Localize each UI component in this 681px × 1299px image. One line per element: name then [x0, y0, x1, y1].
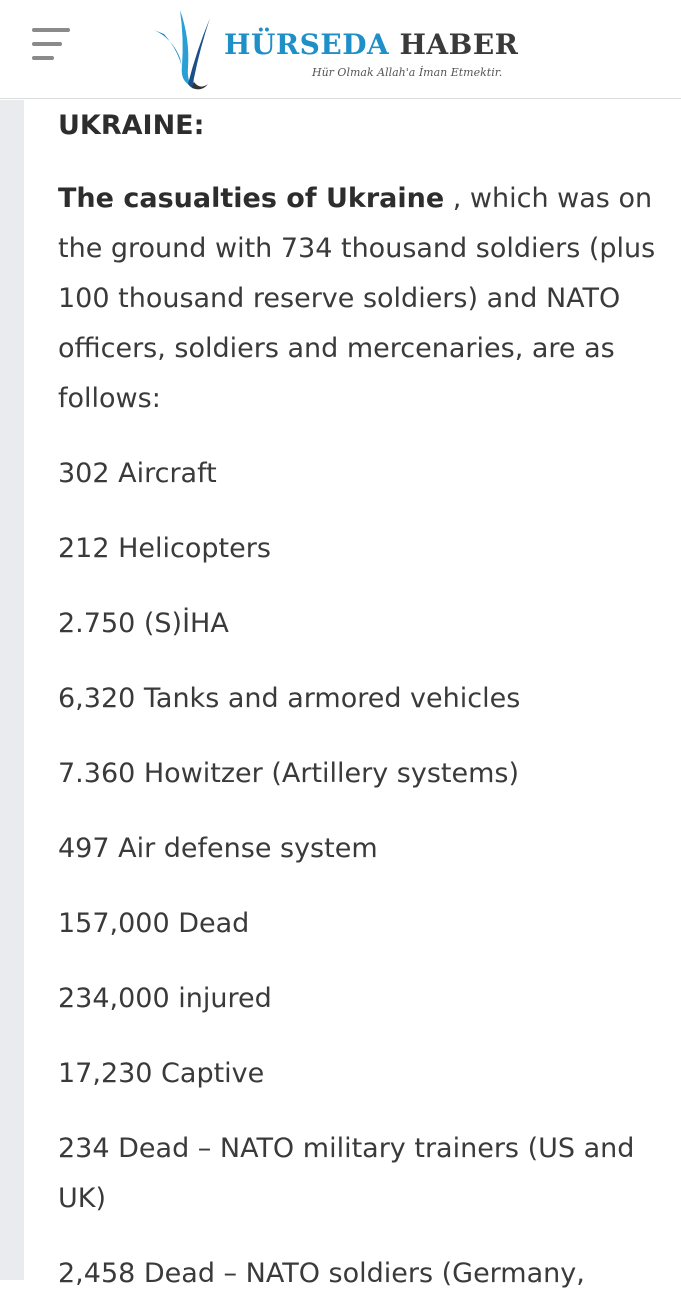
logo-emblem-icon: [150, 8, 222, 90]
article-body: [58, 104, 658, 1299]
stat-item: 212 Helicopters: [58, 533, 271, 564]
logo-wordmark: [224, 28, 518, 62]
stat-item: 17,230 Captive: [58, 1058, 265, 1089]
site-header: [0, 0, 681, 99]
stat-item: 6,320 Tanks and armored vehicles: [58, 683, 521, 714]
stat-item: 234,000 injured: [58, 983, 272, 1014]
intro-bold-text: The casualties of Ukraine: [58, 183, 445, 214]
stat-item: 2.750 (S)İHA: [58, 608, 229, 639]
intro-text: , which was on the ground with 734 thousand soldiers (plus 100 thousand reserve soldiers) and NATO officers, soldiers and mercenaries, are as follows:: [58, 183, 656, 414]
menu-line: [32, 42, 62, 46]
stat-item: 234 Dead – NATO military trainers (US and UK): [58, 1133, 635, 1214]
menu-line: [32, 28, 70, 32]
menu-line: [32, 56, 54, 60]
site-logo[interactable]: [150, 8, 519, 90]
stat-item: 7.360 Howitzer (Artillery systems): [58, 758, 520, 789]
left-side-rail: [0, 100, 24, 1280]
logo-tagline: Hür Olmak Allah'a İman Etmektir.: [312, 66, 503, 79]
stat-item: 157,000 Dead: [58, 908, 250, 939]
stat-item: 2,458 Dead – NATO soldiers (Germany,: [58, 1258, 585, 1289]
stat-item: 497 Air defense system: [58, 833, 378, 864]
hamburger-menu-icon[interactable]: [32, 26, 72, 62]
intro-paragraph: [58, 174, 658, 424]
logo-name-part2: HABER: [399, 28, 519, 61]
stat-item: 302 Aircraft: [58, 458, 217, 489]
section-heading: UKRAINE:: [58, 110, 205, 141]
logo-name-part1: HÜRSEDA: [224, 28, 390, 61]
